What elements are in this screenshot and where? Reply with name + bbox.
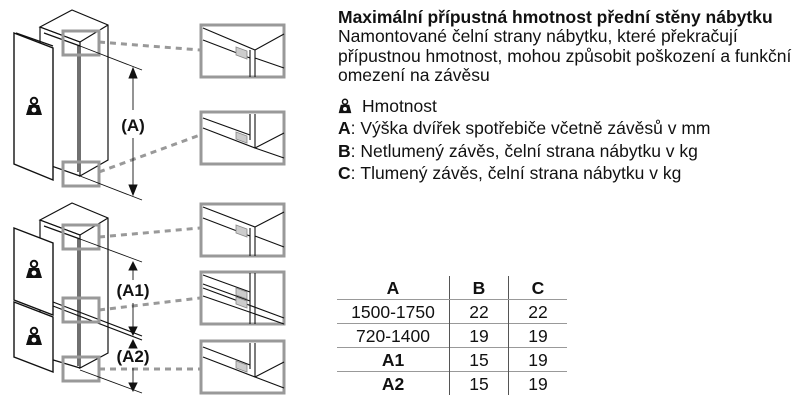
cell-c: 19 xyxy=(509,372,568,396)
cell-b: 19 xyxy=(450,324,509,348)
legend xyxy=(338,95,798,185)
legend-separator: : xyxy=(350,118,361,138)
upper-hinge-detail xyxy=(201,25,284,77)
dimension-a2-label: (A2) xyxy=(116,347,150,366)
cell-a: A2 xyxy=(337,372,450,396)
legend-text: Tlumený závěs, čelní strana nábytku v kg xyxy=(360,163,682,183)
column-header-a: A xyxy=(337,276,450,300)
cell-b: 15 xyxy=(450,348,509,372)
legend-text: Netlumený závěs, čelní strana nábytku v kg xyxy=(360,140,698,161)
legend-item-b xyxy=(338,140,798,163)
hinge-diagram xyxy=(0,0,330,400)
single-door-appliance xyxy=(14,10,108,180)
lower-hinge-detail xyxy=(201,112,284,164)
section-description: Namontované čelní strany nábytku, které překračují přípustnou hmotnost, mohou způsobit poškození a funkční omezení na závěsu xyxy=(338,26,792,85)
lower-hinge-detail xyxy=(201,341,284,393)
table-row xyxy=(337,372,567,396)
dimension-a1-label: (A1) xyxy=(116,281,150,300)
column-header-c: C xyxy=(509,276,568,300)
legend-key: C xyxy=(338,163,351,183)
table-row xyxy=(337,348,567,372)
cell-b: 15 xyxy=(450,372,509,396)
legend-item-a xyxy=(338,117,798,140)
cell-a: 720-1400 xyxy=(337,324,450,348)
table-header-row xyxy=(337,276,567,300)
cell-c: 19 xyxy=(509,324,568,348)
dimension-a-label: (A) xyxy=(121,116,145,135)
cell-c: 19 xyxy=(509,348,568,372)
legend-key: B xyxy=(338,140,351,161)
upper-hinge-detail xyxy=(201,204,284,256)
cell-a: A1 xyxy=(337,348,450,372)
legend-text: Hmotnost xyxy=(362,95,437,116)
table-row xyxy=(337,300,567,324)
middle-hinge-detail xyxy=(201,272,284,324)
table-row xyxy=(337,324,567,348)
cell-a: 1500-1750 xyxy=(337,300,450,324)
weight-icon xyxy=(338,98,352,114)
legend-item-weight xyxy=(338,95,798,118)
info-panel xyxy=(338,8,798,185)
legend-separator: : xyxy=(350,140,361,161)
legend-text: Výška dvířek spotřebiče včetně závěsů v mm xyxy=(360,118,711,138)
section-title: Maximální přípustná hmotnost přední stěny nábytku xyxy=(338,7,773,27)
weight-limit-table xyxy=(337,276,567,395)
legend-key: A xyxy=(338,118,351,138)
cell-c: 22 xyxy=(509,300,568,324)
column-header-b: B xyxy=(450,276,509,300)
legend-separator: : xyxy=(350,163,361,183)
cell-b: 22 xyxy=(450,300,509,324)
legend-item-c xyxy=(338,162,798,185)
